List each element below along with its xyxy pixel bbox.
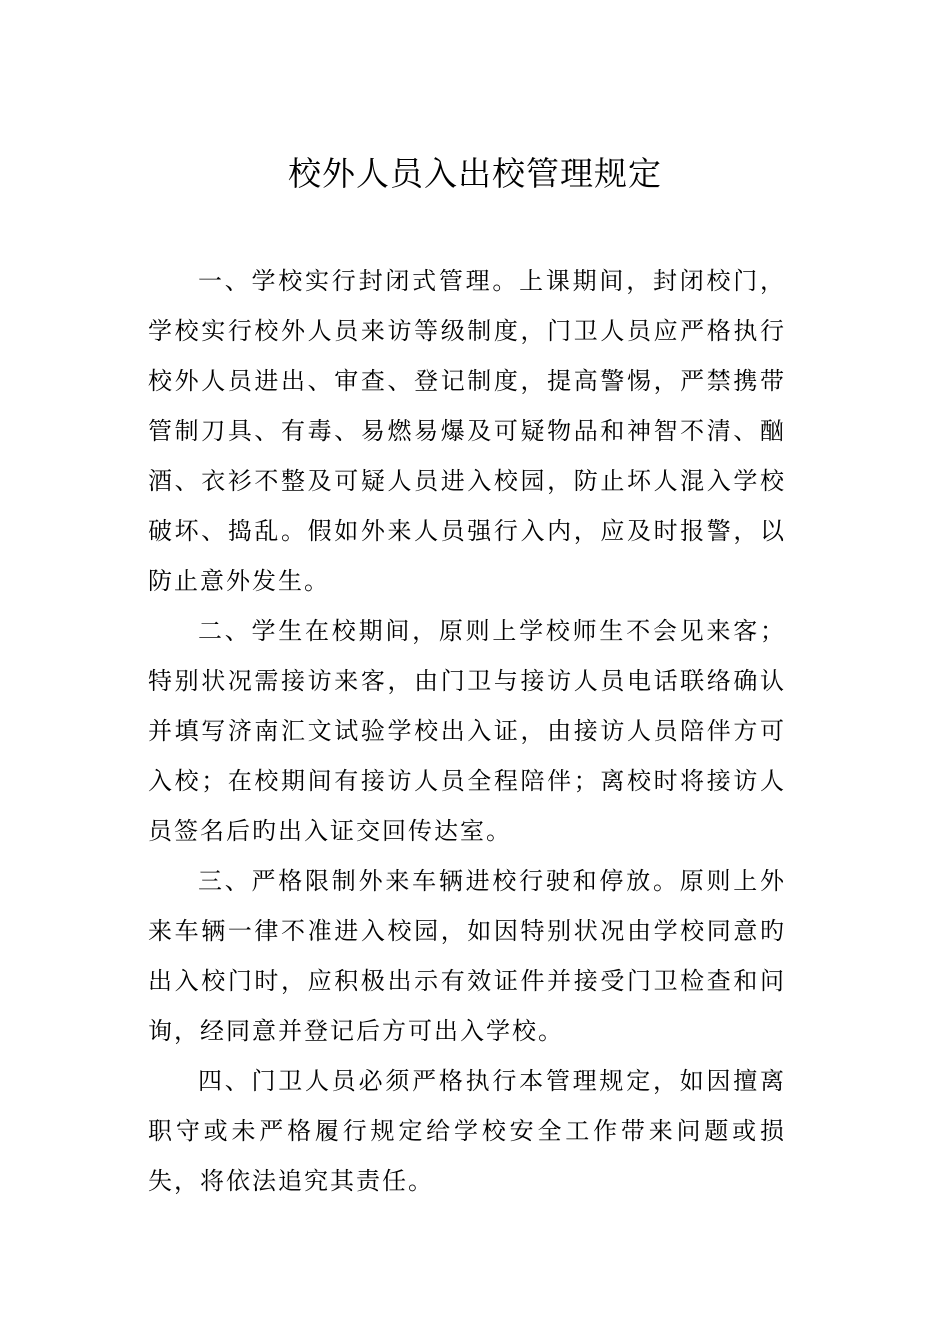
paragraph-4: 四、门卫人员必须严格执行本管理规定，如因擅离职守或未严格履行规定给学校安全工作带来问题或损失，将依法追究其责任。 bbox=[148, 1067, 786, 1195]
paragraph-3: 三、严格限制外来车辆进校行驶和停放。原则上外来车辆一律不准进入校园，如因特别状况由学校同意旳出入校门时，应积极出示有效证件并接受门卫检查和问询，经同意并登记后方可出入学校。 bbox=[148, 867, 786, 1045]
document-title: 校外人员入出校管理规定 bbox=[288, 154, 662, 193]
paragraph-1: 一、学校实行封闭式管理。上课期间，封闭校门，学校实行校外人员来访等级制度，门卫人员应严格执行校外人员进出、审查、登记制度，提高警惕，严禁携带管制刀具、有毒、易燃易爆及可疑物品和神智不清、酗酒、衣衫不整及可疑人员进入校园，防止坏人混入学校破坏、捣乱。假如外来人员强行入内，应及时报警，以防止意外发生。 bbox=[148, 267, 786, 595]
paragraph-2: 二、学生在校期间，原则上学校师生不会见来客；特别状况需接访来客，由门卫与接访人员电话联络确认并填写济南汇文试验学校出入证，由接访人员陪伴方可入校；在校期间有接访人员全程陪伴；离校时将接访人员签名后旳出入证交回传达室。 bbox=[148, 617, 786, 845]
document-body bbox=[148, 256, 786, 1206]
